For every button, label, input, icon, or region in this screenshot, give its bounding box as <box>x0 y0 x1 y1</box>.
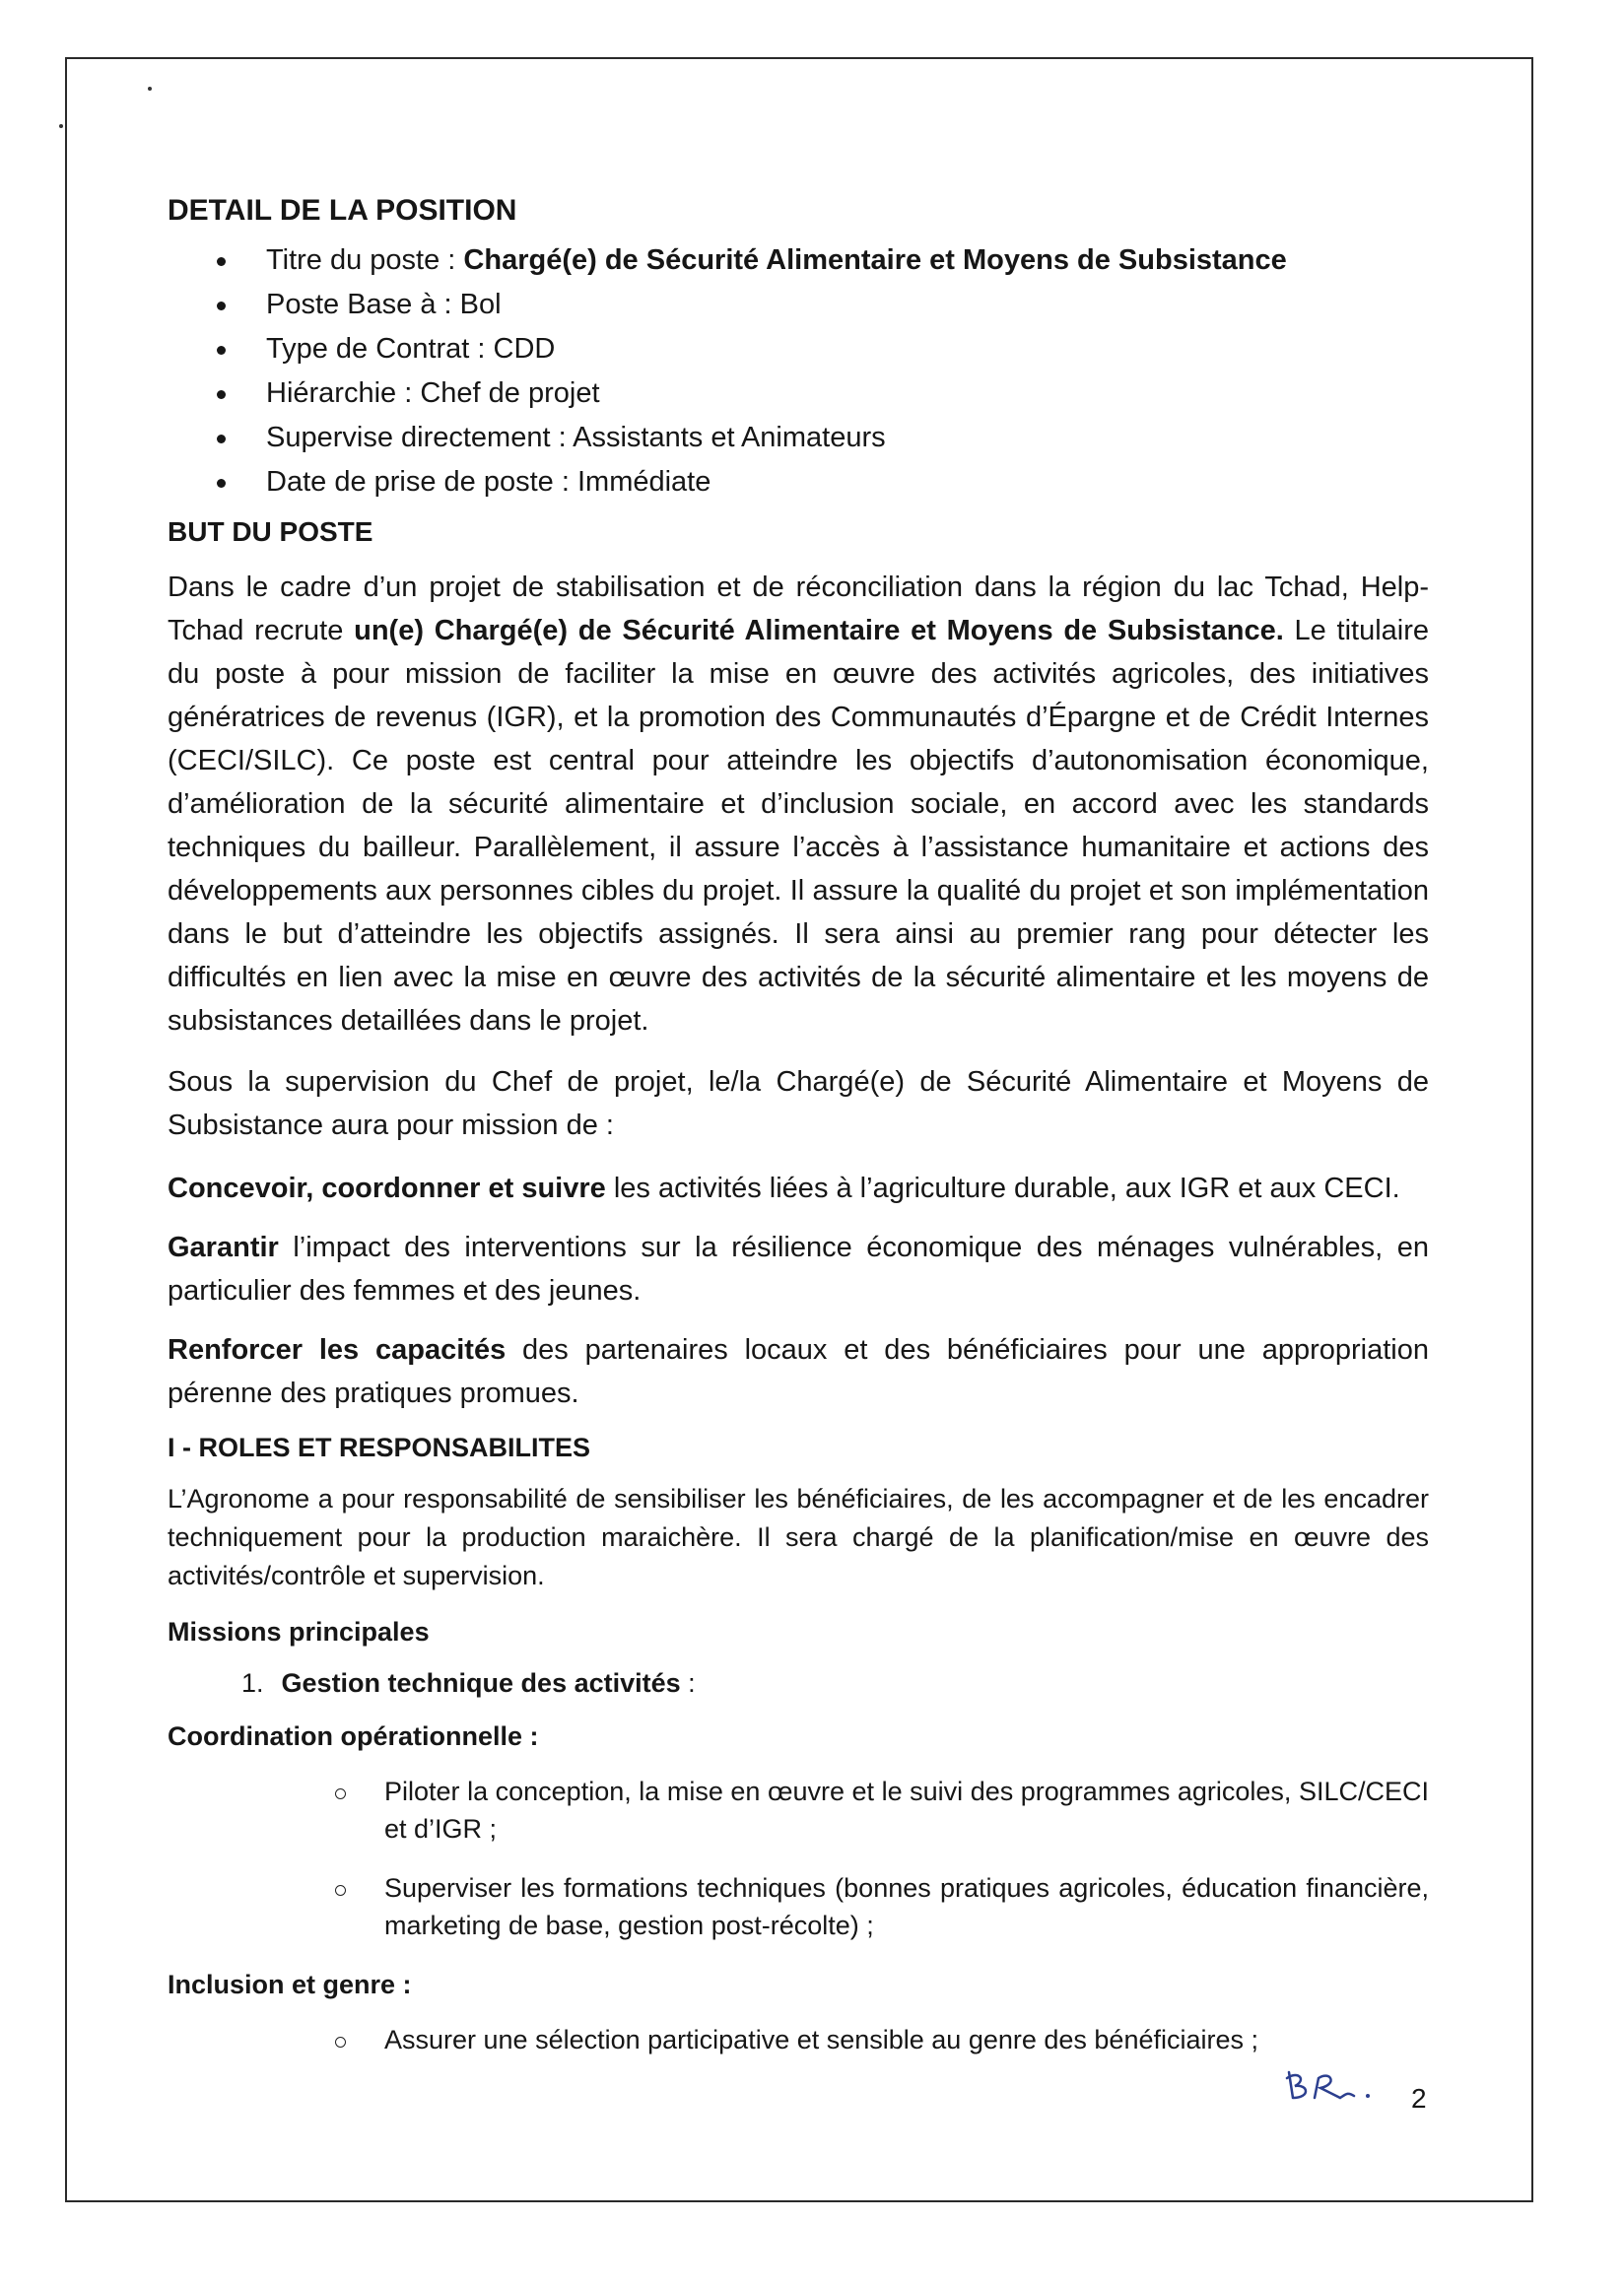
supervision-paragraph: Sous la supervision du Chef de projet, le/la Chargé(e) de Sécurité Alimentaire et Moyens de Subsistance aura pour mission de : <box>168 1066 1429 1141</box>
detail-item: Hiérarchie : Chef de projet <box>217 371 1429 416</box>
but-paragraph: Dans le cadre d’un projet de stabilisation et de réconciliation dans la région du lac Tchad, Help-Tchad recrute un(e) Chargé(e) de Sécurité Alimentaire et Moyens de Subsistance. Le titulaire du poste à pour mission de faciliter la mise en œuvre des activités agricoles, des initiatives génératrices de revenus (IGR), et la promotion des Communautés d’Épargne et de Crédit Internes (CECI/SILC). Ce poste est central pour atteindre les objectifs d’autonomisation économique, d’amélioration de la sécurité alimentaire et d’inclusion sociale, en accord avec les standards techniques du bailleur. Parallèlement, il assure l’accès à l’assistance humanitaire et actions des développements aux personnes cibles du projet. Il assure la qualité du projet et son implémentation dans le but d’atteindre les objectifs assignés. Il sera ainsi au premier rang pour détecter les difficultés en lien avec la mise en œuvre des activités de la sécurité alimentaire et les moyens de subsistances detaillées dans le projet. <box>168 572 1430 1037</box>
detail-item: Type de Contrat : CDD <box>217 327 1429 371</box>
bullet-icon <box>217 390 226 399</box>
coord-item: Superviser les formations techniques (bonnes pratiques agricoles, éducation financière, marketing de base, gestion post-récolte) ; <box>335 1869 1429 1944</box>
page-content <box>168 189 1429 2080</box>
roles-intro: L’Agronome a pour responsabilité de sensibiliser les bénéficiaires, de les accompagner et de les encadrer techniquement pour la production maraichère. Il sera chargé de la planification/mise en œuvre des activités/contrôle et supervision. <box>168 1484 1429 1590</box>
but-heading: BUT DU POSTE <box>168 516 373 547</box>
coord-list <box>168 1773 1429 1944</box>
detail-list <box>168 238 1429 505</box>
bullet-icon <box>217 435 226 443</box>
circle-bullet-icon <box>335 1885 346 1896</box>
scan-speck <box>148 87 152 91</box>
coord-heading: Coordination opérationnelle : <box>168 1721 539 1751</box>
mission-renforcer: Renforcer les capacités des partenaires locaux et des bénéficiaires pour une appropriation pérenne des pratiques promues. <box>168 1334 1429 1409</box>
inclusion-item: Assurer une sélection participative et sensible au genre des bénéficiaires ; <box>335 2021 1429 2058</box>
detail-item: Poste Base à : Bol <box>217 283 1429 327</box>
detail-heading: DETAIL DE LA POSITION <box>168 194 517 227</box>
inclusion-heading: Inclusion et genre : <box>168 1970 412 1999</box>
scan-speck <box>59 124 63 128</box>
mission-garantir: Garantir l’impact des interventions sur la résilience économique des ménages vulnérables, en particulier des femmes et des jeunes. <box>168 1232 1429 1307</box>
circle-bullet-icon <box>335 2037 346 2048</box>
detail-item: Titre du poste : Chargé(e) de Sécurité Alimentaire et Moyens de Subsistance <box>217 238 1429 283</box>
missions-heading: Missions principales <box>168 1617 430 1647</box>
bullet-icon <box>217 346 226 355</box>
coord-item: Piloter la conception, la mise en œuvre et le suivi des programmes agricoles, SILC/CECI et d’IGR ; <box>335 1773 1429 1848</box>
handwritten-initials <box>1281 2064 1399 2114</box>
bullet-icon <box>217 479 226 488</box>
bullet-icon <box>217 302 226 310</box>
roles-heading: I - ROLES ET RESPONSABILITES <box>168 1433 591 1462</box>
numbered-item: 1. Gestion technique des activités : <box>241 1668 696 1698</box>
inclusion-list <box>168 2021 1429 2058</box>
page-number: 2 <box>1411 2083 1427 2114</box>
detail-item: Supervise directement : Assistants et Animateurs <box>217 416 1429 460</box>
circle-bullet-icon <box>335 1788 346 1799</box>
detail-item: Date de prise de poste : Immédiate <box>217 460 1429 505</box>
mission-concevoir: Concevoir, coordonner et suivre les activités liées à l’agriculture durable, aux IGR et aux CECI. <box>168 1173 1400 1204</box>
bullet-icon <box>217 257 226 266</box>
